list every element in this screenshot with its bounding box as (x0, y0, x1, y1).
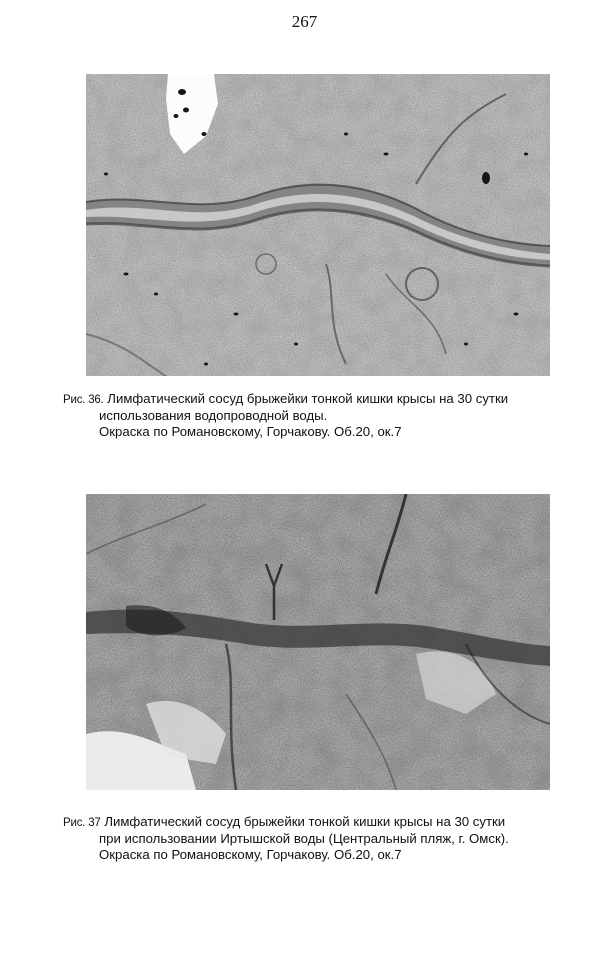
figure-37-caption-line-3: Окраска по Романовскому, Горчакову. Об.20, ок.7 (99, 847, 402, 862)
figure-36-caption-line-3: Окраска по Романовскому, Горчакову. Об.20, ок.7 (99, 424, 402, 439)
figure-36-label: Рис. 36. (63, 394, 104, 406)
figure-36-caption (63, 391, 593, 440)
figure-37-caption-line-1: Лимфатический сосуд брыжейки тонкой кишки крысы на 30 сутки (104, 814, 506, 829)
figure-37-caption (63, 814, 593, 863)
figure-36-caption-line-1: Лимфатический сосуд брыжейки тонкой кишки крысы на 30 сутки (107, 391, 509, 406)
figure-36-caption-line-2: использования водопроводной воды. (99, 408, 328, 423)
page-number: 267 (291, 12, 318, 31)
figure-37-label: Рис. 37 (63, 817, 101, 829)
micrograph-figure-36 (86, 74, 550, 376)
figure-37-caption-line-2: при использовании Иртышской воды (Центральный пляж, г. Омск). (99, 831, 509, 846)
micrograph-figure-37 (86, 494, 550, 790)
